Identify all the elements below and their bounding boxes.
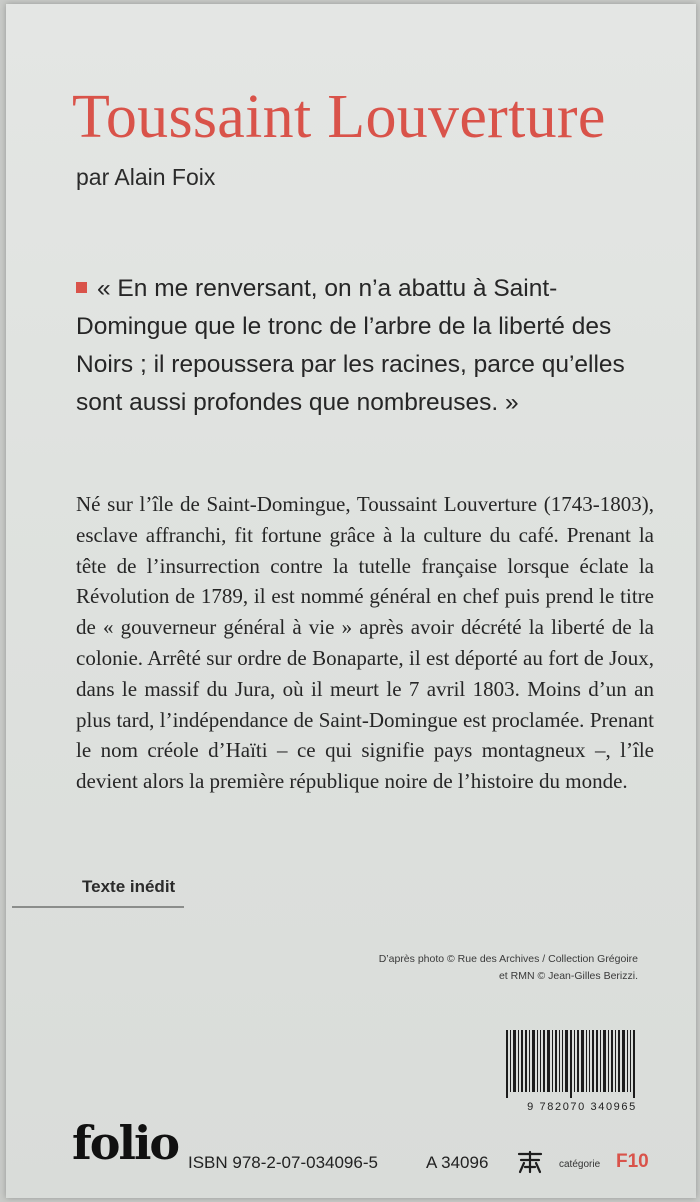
label-underline — [12, 906, 184, 908]
barcode-bar — [565, 1030, 568, 1092]
barcode-bar — [525, 1030, 527, 1092]
book-title: Toussaint Louverture — [72, 83, 606, 151]
barcode-bar — [562, 1030, 563, 1092]
barcode-bar — [589, 1030, 590, 1092]
unpublished-label: Texte inédit — [82, 877, 176, 896]
barcode-bar — [574, 1030, 575, 1092]
barcode-bar — [611, 1030, 613, 1092]
barcode-bar — [592, 1030, 594, 1092]
barcode-bar — [577, 1030, 579, 1092]
book-back-cover — [6, 4, 696, 1198]
barcode-bar — [532, 1030, 535, 1092]
barcode-bar — [618, 1030, 620, 1092]
book-summary: Né sur l’île de Saint-Domingue, Toussaint Louverture (1743-1803), esclave affranchi, fit fortune grâce à la culture du café. Prenant la tête de l’insurrection contre la tutelle française lorsque éclate la Révolution de 1789, il est nommé général en chef puis prend le titre de « gouverneur général à vie » après avoir décrété la liberté de la colonie. Arrêté sur ordre de Bonaparte, il est déporté au fort de Joux, dans le massif du Jura, où il meurt le 7 avril 1803. Moins d’un an plus tard, l’indépendance de Saint-Domingue est proclamée. Prenant le nom créole d’Haïti – ce qui signifie pays montagneux –, l’île devient alors la première république noire de l’histoire du monde. — [76, 492, 654, 794]
barcode-number: 9 782070 340965 — [527, 1101, 637, 1113]
barcode-bar — [529, 1030, 530, 1092]
barcode-bar — [518, 1030, 519, 1092]
barcode-bar — [615, 1030, 616, 1092]
barcode-bar — [608, 1030, 609, 1092]
barcode-bar — [540, 1030, 541, 1092]
barcode-bar — [630, 1030, 631, 1092]
barcode-bar — [555, 1030, 557, 1092]
folio-logo: folio — [72, 1116, 179, 1170]
barcode-bar — [627, 1030, 628, 1092]
quote-text: « En me renversant, on n’a abattu à Saint-Domingue que le tronc de l’arbre de la liberté des Noirs ; il repoussera par les racines, parce qu’elles sont aussi profondes que nombreuses. » — [76, 275, 625, 416]
barcode-bar — [633, 1030, 635, 1098]
photo-credits — [298, 951, 638, 985]
catalog-code: A 34096 — [426, 1153, 489, 1172]
isbn: ISBN 978-2-07-034096-5 — [188, 1153, 378, 1172]
barcode-bar — [547, 1030, 550, 1092]
category-value: F10 — [616, 1151, 649, 1172]
barcode-bar — [506, 1030, 508, 1098]
barcode-bar — [510, 1030, 511, 1092]
category-label: catégorie — [559, 1159, 601, 1170]
credits-line-1: D’après photo © Rue des Archives / Collection Grégoire — [378, 953, 638, 965]
book-author: par Alain Foix — [76, 164, 216, 190]
featured-quote — [76, 270, 656, 422]
gallimard-monogram-icon — [516, 1150, 544, 1174]
barcode-bar — [586, 1030, 587, 1092]
barcode-bar — [570, 1030, 572, 1098]
barcode-bar — [552, 1030, 553, 1092]
quote-marker-square — [76, 282, 87, 293]
barcode-bar — [521, 1030, 523, 1092]
barcode-bar — [543, 1030, 545, 1092]
barcode-bar — [600, 1030, 601, 1092]
barcode-bar — [559, 1030, 560, 1092]
credits-line-2: et RMN © Jean-Gilles Berizzi. — [498, 970, 638, 982]
barcode-bar — [596, 1030, 598, 1092]
barcode-bar — [603, 1030, 606, 1092]
barcode-bar — [537, 1030, 538, 1092]
barcode-bar — [581, 1030, 584, 1092]
barcode — [506, 1030, 654, 1100]
barcode-bar — [622, 1030, 625, 1092]
barcode-bar — [513, 1030, 516, 1092]
